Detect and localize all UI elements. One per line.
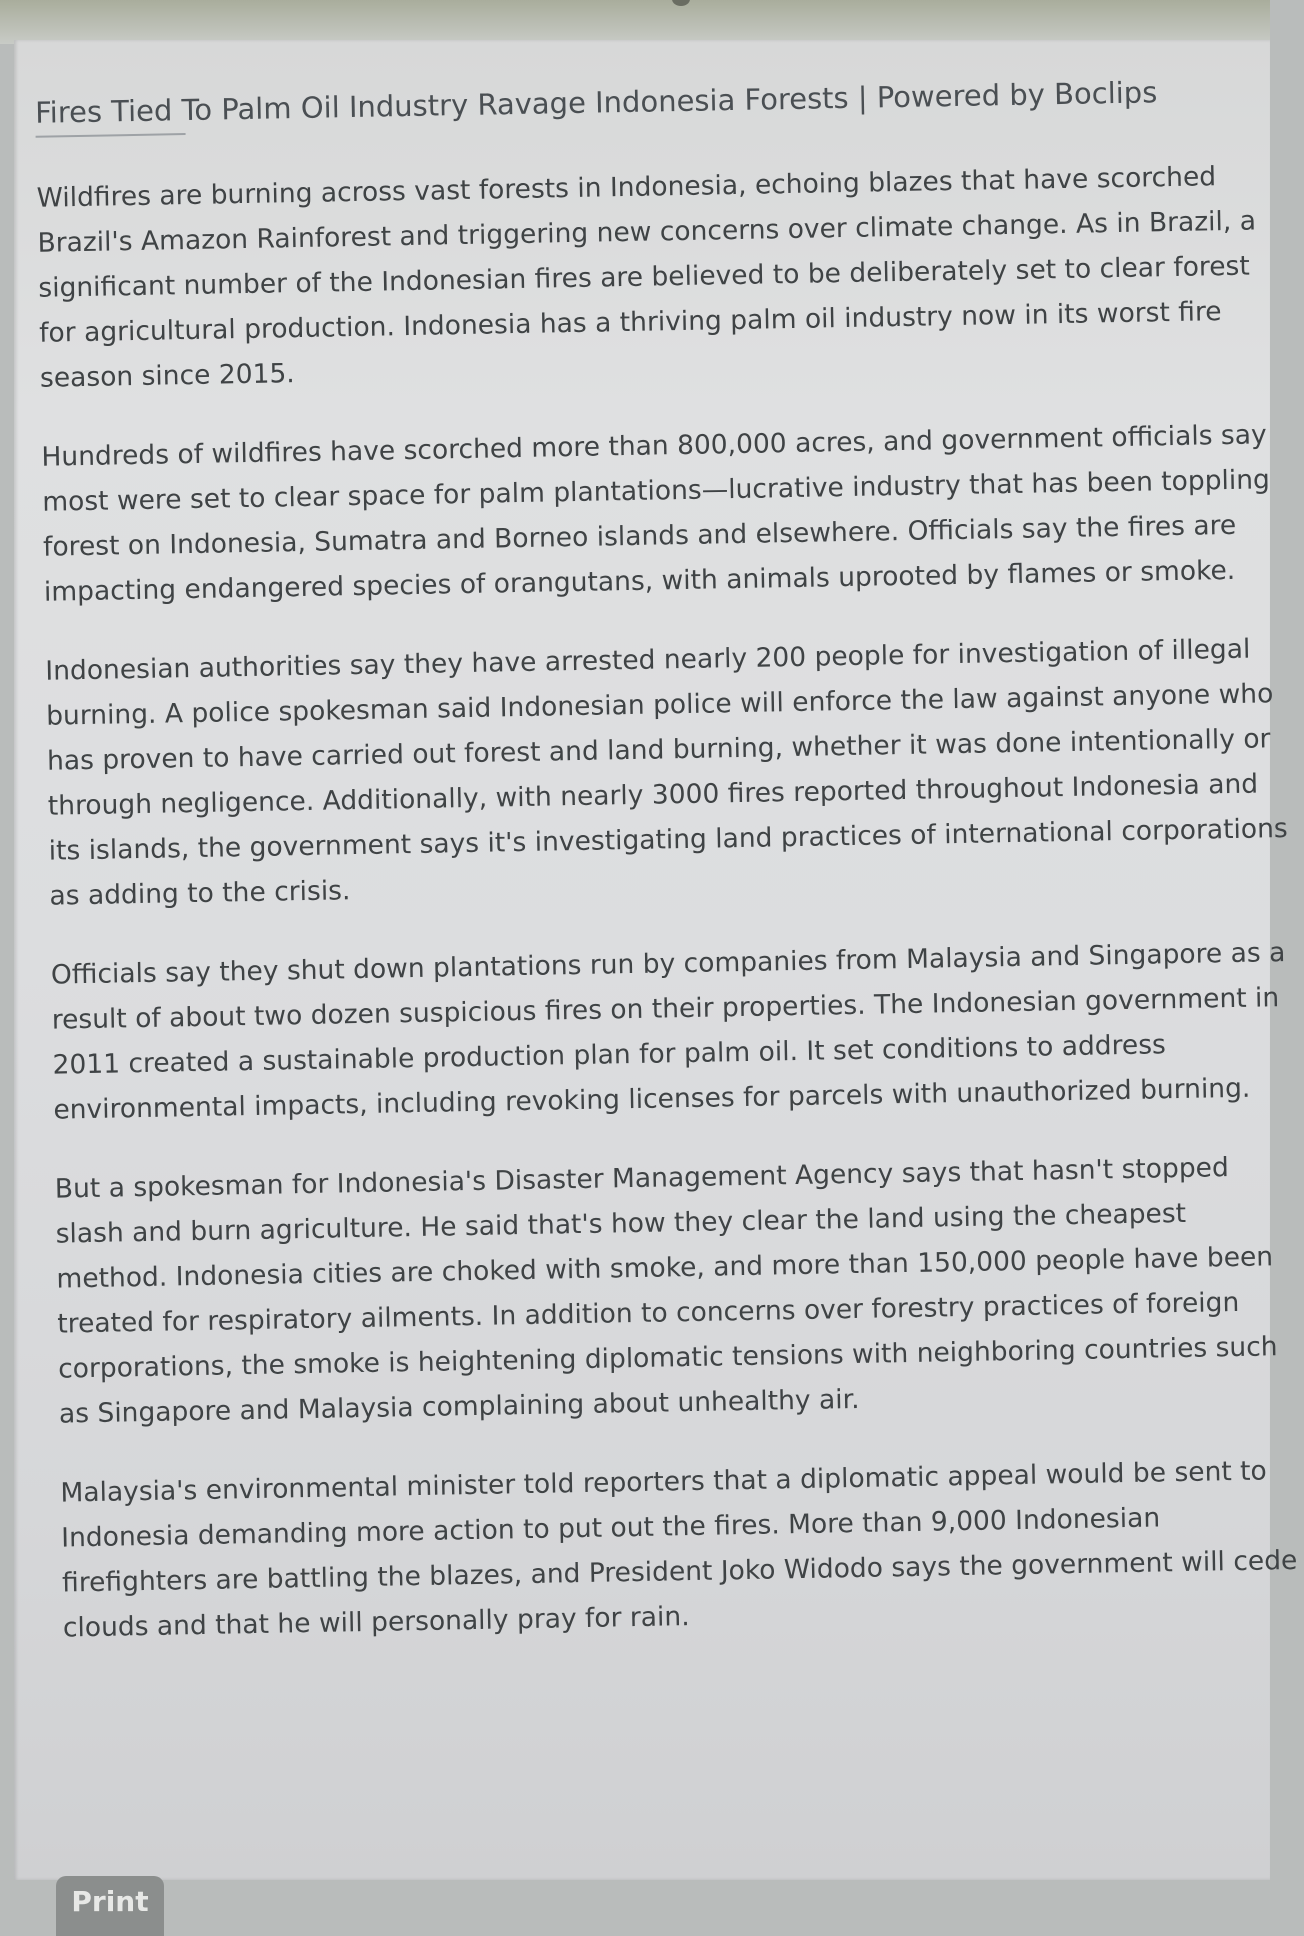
title-underline [36,133,186,138]
print-button[interactable]: Print [56,1876,164,1936]
paragraph-6: Malaysia's environmental minister told reporters that a diplomatic appeal would be sent to Indonesia demanding more action to put out the fires. More than 9,000 Indonesian firefighters are battling the blazes, and President Joko Widodo says the government will cede clouds and that he will personally pray for rain. [60,1455,1298,1644]
article-title[interactable]: Fires Tied To Palm Oil Industry Ravage Indonesia Forests | Powered by Boclips [34,75,1158,130]
paragraph-3: Indonesian authorities say they have arrested nearly 200 people for investigation of illegal burning. A police spokesman said Indonesian police will enforce the law against anyone who has proven to have carried out forest and land burning, whether it was done intentionally or through negligence. Additionally, with nearly 3000 fires reported throughout Indonesia and its islands, the government says it's investigating land practices of international corporations as adding to the crisis. [45,633,1288,912]
paragraph-2: Hundreds of wildfires have scorched more than 800,000 acres, and government officials say most were set to clear space for palm plantations—lucrative industry that has been toppling forest on Indonesia, Sumatra and Borneo islands and elsewhere. Officials say the fires are impacting endangered species of orangutans, with animals uprooted by flames or smoke. [41,419,1271,608]
paragraph-1: Wildfires are burning across vast forests in Indonesia, echoing blazes that have scorched Brazil's Amazon Rainforest and triggering new concerns over climate change. As in Brazil, a significant number of the Indonesian fires are believed to be deliberately set to clear forest for agricultural production. Indonesia has a thriving palm oil industry now in its worst fire season since 2015. [36,161,1257,394]
paragraph-4: Officials say they shut down plantations run by companies from Malaysia and Singapore as a result of about two dozen suspicious fires on their properties. The Indonesian government in 2011 created a sustainable production plan for palm oil. It set conditions to address environmental impacts, including revoking licenses for parcels with unauthorized burning. [50,937,1286,1126]
article-body [36,153,1303,1650]
article-content [24,27,1298,1684]
paragraph-5: But a spokesman for Indonesia's Disaster Management Agency says that hasn't stopped slash and burn agriculture. He said that's how they clear the land using the cheapest method. Indonesia cities are choked with smoke, and more than 150,000 people have been treated for respiratory ailments. In addition to concerns over forestry practices of foreign corporations, the smoke is heightening diplomatic tensions with neighboring countries such as Singapore and Malaysia complaining about unhealthy air. [54,1152,1278,1430]
article-page [14,40,1298,1918]
camera-notch [672,0,690,6]
